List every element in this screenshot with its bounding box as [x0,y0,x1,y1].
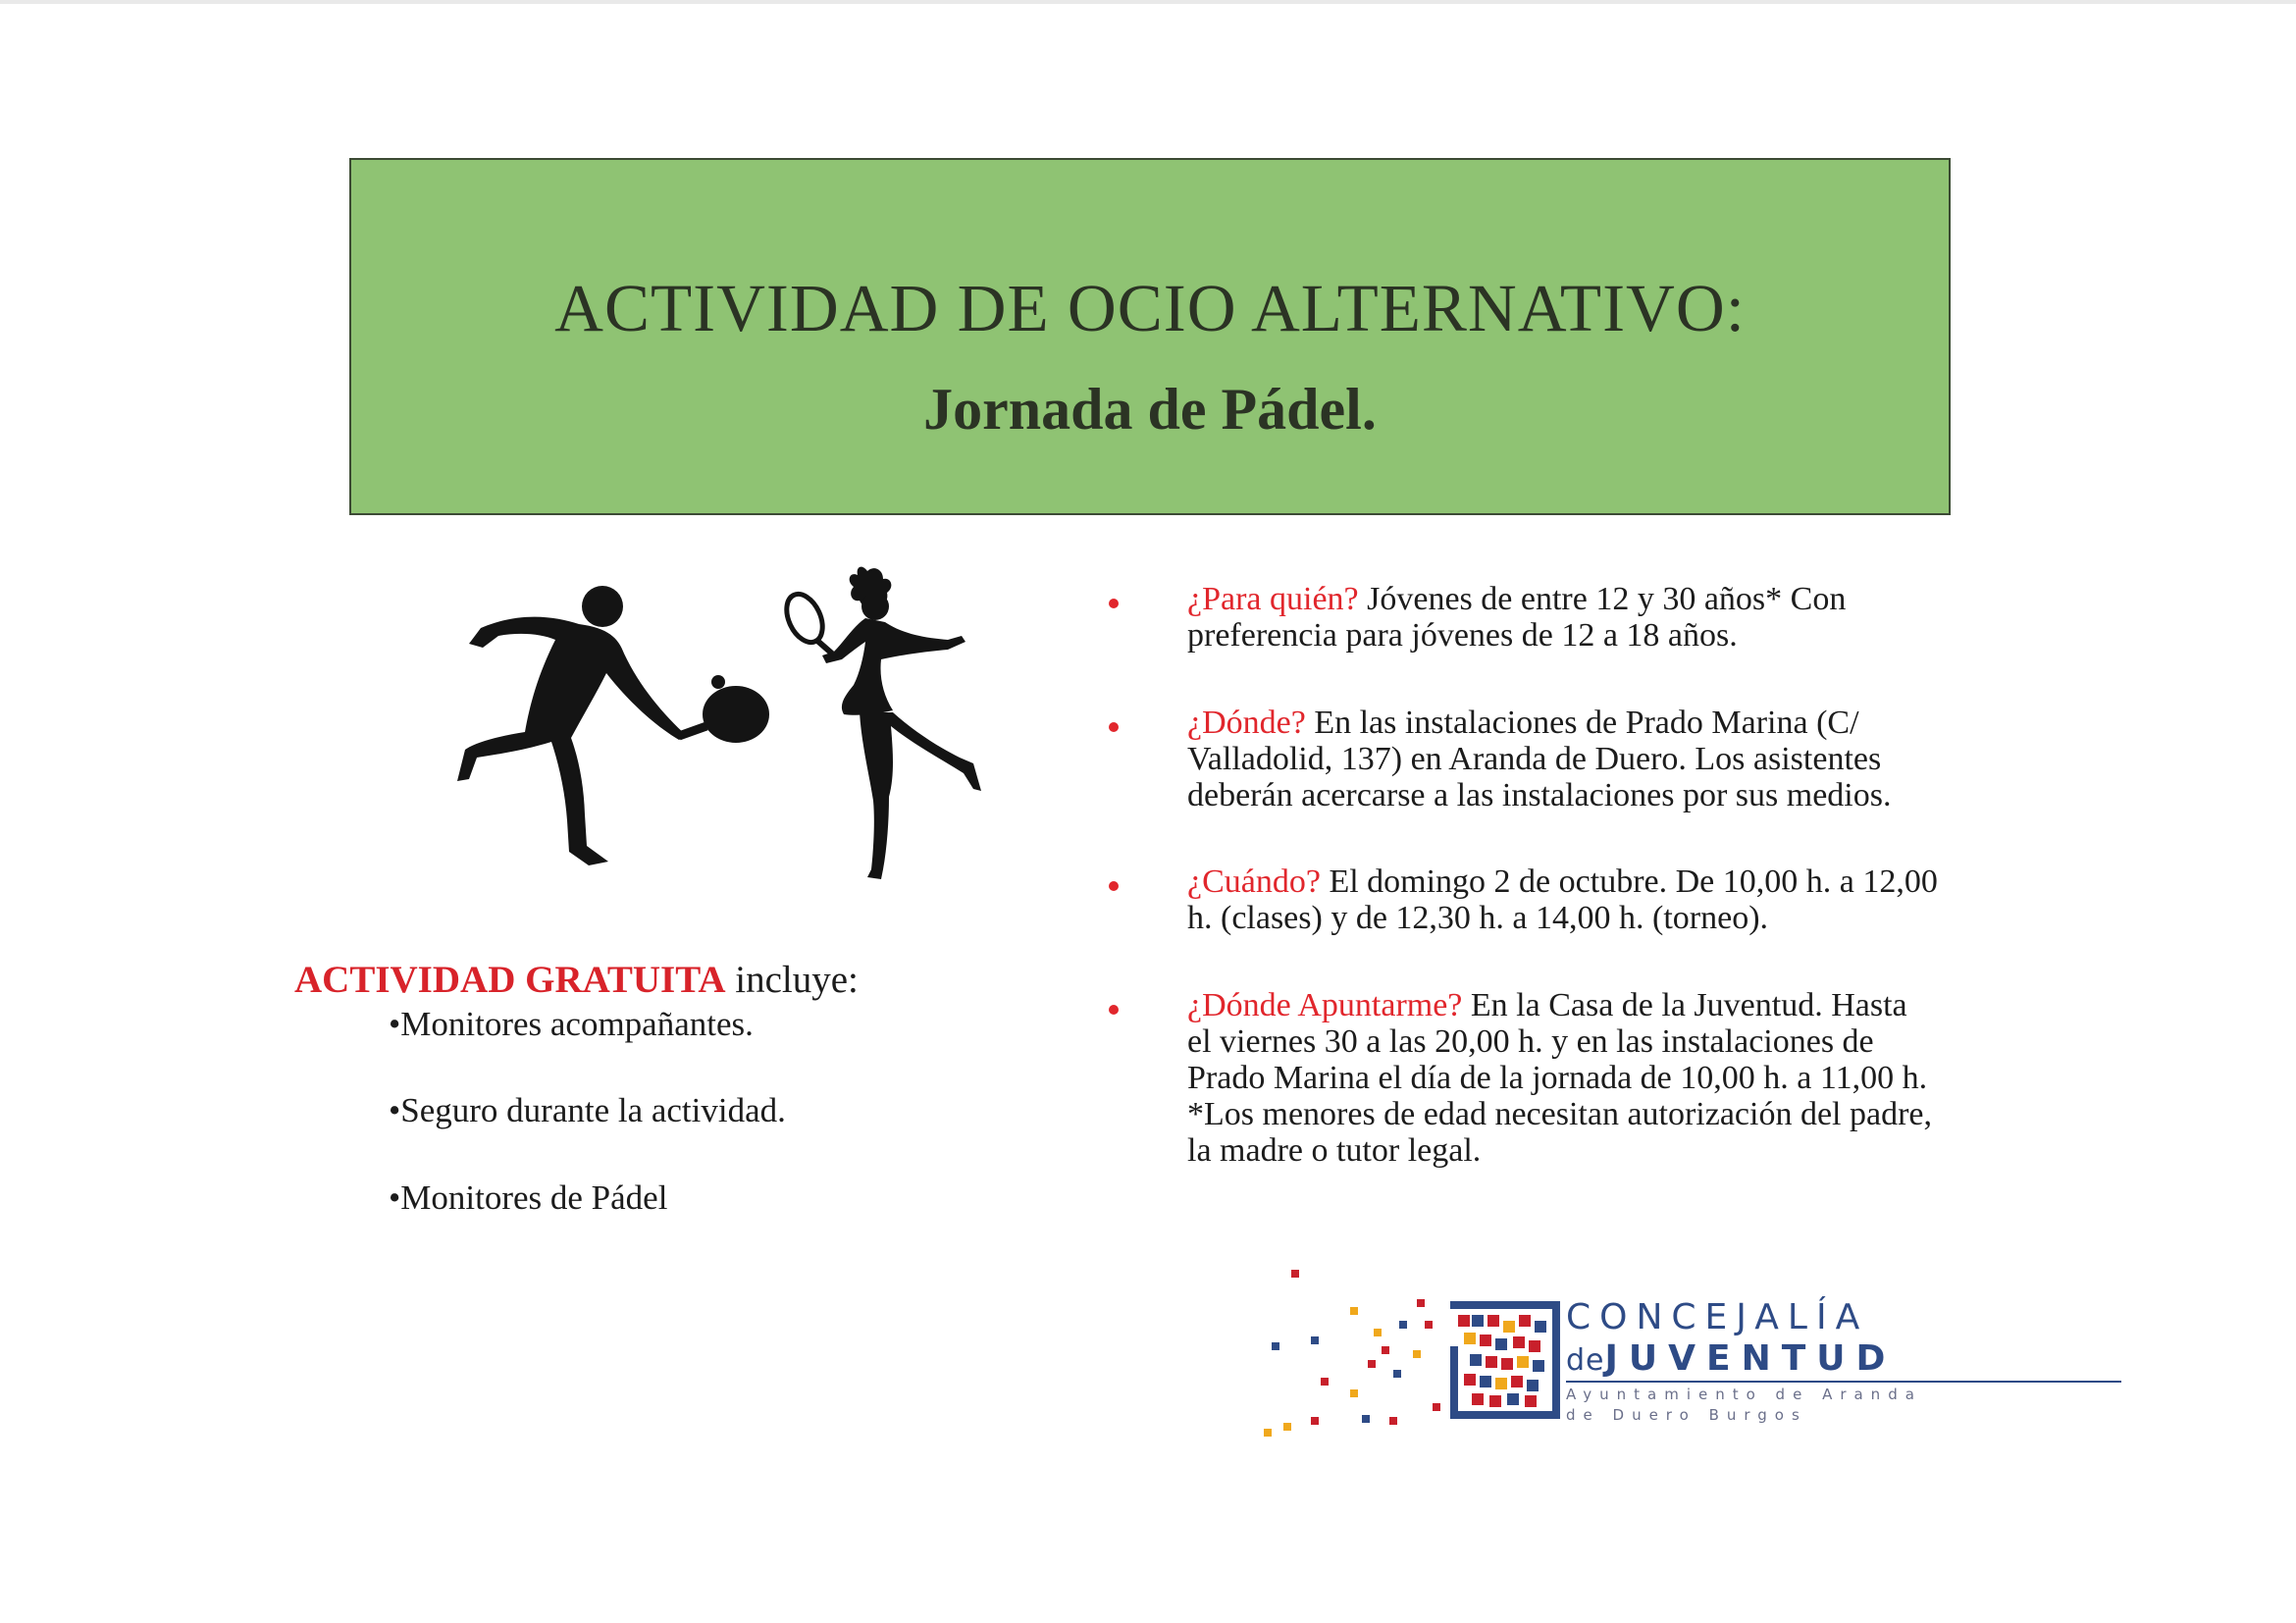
info-line: *Los menores de edad necesitan autorización del padre, [1187,1096,1933,1132]
info-question: ¿Para quién? [1187,581,1359,617]
info-line: la madre o tutor legal. [1187,1132,1482,1169]
padel-racket-icon [679,686,769,743]
logo-subtitle: Ayuntamiento de Aranda [1566,1386,1922,1403]
logo-title: CONCEJALÍA [1566,1297,1869,1337]
pixel-mosaic-logo [1193,1260,1566,1446]
page-subtitle: Jornada de Pádel. [923,377,1377,442]
info-line: En las instalaciones de Prado Marina (C/ [1314,705,1859,741]
bullet-icon [1109,881,1119,891]
info-line: Valladolid, 137) en Aranda de Duero. Los asistentes [1187,741,1882,777]
list-item: •Monitores acompañantes. [389,1005,754,1043]
info-text [1187,864,2031,936]
page-title: ACTIVIDAD DE OCIO ALTERNATIVO: [554,271,1746,345]
logo-main: JUVENTUD [1604,1338,1897,1379]
info-line: el viernes 30 a las 20,00 h. y en las instalaciones de [1187,1023,1874,1060]
free-activity-highlight: ACTIVIDAD GRATUITA [294,959,726,1001]
woman-racket-icon [780,589,832,654]
bullet-icon [1109,722,1119,732]
bullet-icon [1109,1005,1119,1015]
logo-title-juventud [1566,1338,1896,1379]
info-line: h. (clases) y de 12,30 h. a 14,00 h. (torneo). [1187,900,1769,936]
list-item: •Monitores de Pádel [389,1178,668,1217]
logo-subtitle-2: de Duero Burgos [1566,1406,1807,1424]
info-line: Prado Marina el día de la jornada de 10,00 h. a 11,00 h. [1187,1060,1928,1096]
logo-prefix: de [1566,1343,1605,1378]
info-line: Jóvenes de entre 12 y 30 años* Con [1367,581,1847,617]
concejalia-juventud-logo [1193,1260,1922,1446]
info-line: deberán acercarse a las instalaciones por sus medios. [1187,777,1892,813]
info-text [1187,705,2031,813]
info-line: preferencia para jóvenes de 12 a 18 años. [1187,617,1738,654]
padel-player-man-silhouette [457,586,687,865]
info-question: ¿Dónde Apuntarme? [1187,987,1463,1023]
free-activity-includes: incluye: [725,959,859,1001]
ball-icon [711,675,725,689]
info-text [1187,581,2031,654]
info-text [1187,987,2031,1169]
scan-edge [0,0,2296,4]
info-question: ¿Dónde? [1187,705,1306,741]
bullet-icon [1109,599,1119,608]
free-activity-label [294,958,859,1002]
padel-player-woman-silhouette [822,567,981,879]
logo-divider [1566,1381,2121,1383]
list-item: •Seguro durante la actividad. [389,1091,786,1129]
padel-players-illustration [422,557,1070,885]
info-line: El domingo 2 de octubre. De 10,00 h. a 12,00 [1329,864,1938,900]
info-question: ¿Cuándo? [1187,864,1321,900]
info-line: En la Casa de la Juventud. Hasta [1470,987,1907,1023]
title-banner [349,158,1951,515]
